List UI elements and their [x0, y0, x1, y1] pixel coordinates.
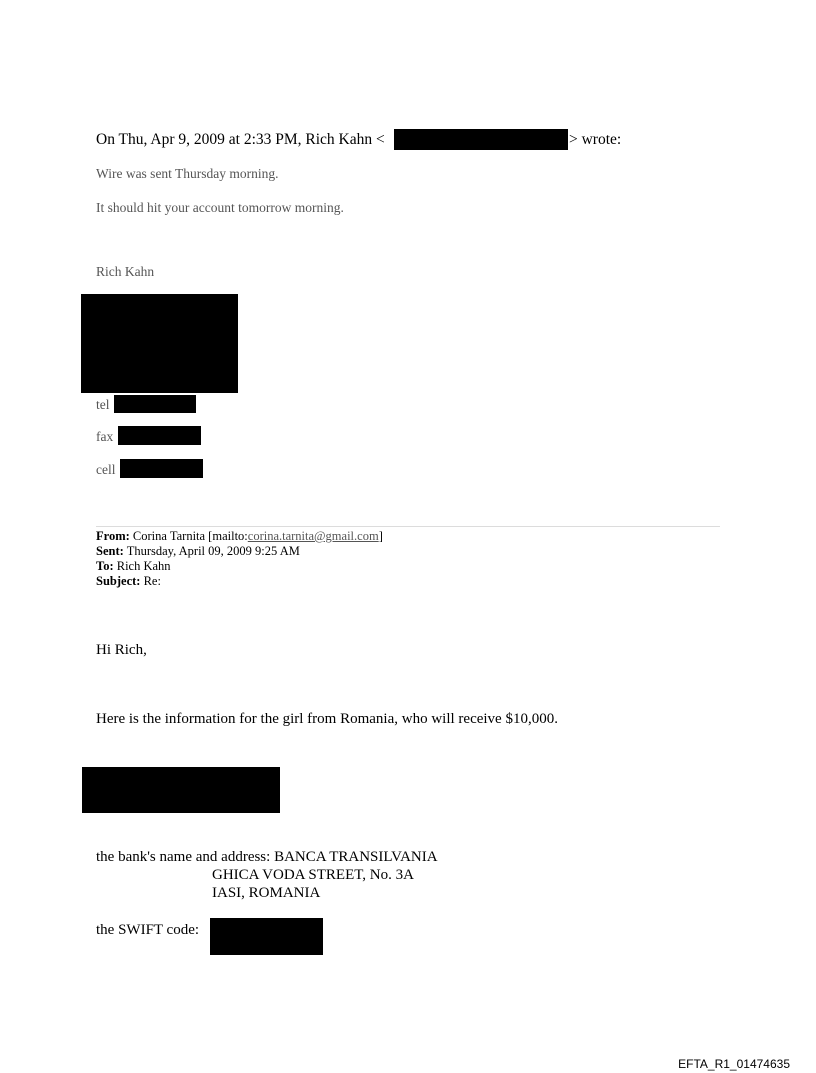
bank-city: IASI, ROMANIA — [212, 885, 321, 901]
subject-line — [96, 574, 161, 589]
cell-label: cell — [96, 462, 116, 477]
redacted-swift-block — [210, 918, 323, 955]
sent-value: Thursday, April 09, 2009 9:25 AM — [126, 544, 300, 558]
to-line — [96, 559, 171, 574]
message-divider — [96, 526, 720, 527]
redacted-recipient-block — [82, 767, 280, 813]
greeting: Hi Rich, — [96, 642, 147, 658]
subject-label: Subject: — [96, 574, 141, 588]
tel-label: tel — [96, 397, 110, 412]
reply-line-2: It should hit your account tomorrow morning. — [96, 200, 344, 215]
redacted-email-block — [394, 129, 568, 150]
quote-header-prefix: On Thu, Apr 9, 2009 at 2:33 PM, Rich Kahn < — [96, 131, 385, 148]
from-close: ] — [378, 529, 383, 543]
bank-label: the bank's name and address: BANCA TRANSILVANIA — [96, 849, 438, 865]
subject-value: Re: — [143, 574, 161, 588]
bank-street: GHICA VODA STREET, No. 3A — [212, 867, 414, 883]
fax-label: fax — [96, 429, 114, 444]
swift-label: the SWIFT code: — [96, 922, 200, 938]
document-id: EFTA_R1_01474635 — [678, 1057, 790, 1071]
intro-text: Here is the information for the girl from Romania, who will receive $10,000. — [96, 711, 558, 727]
from-label: From: — [96, 529, 130, 543]
reply-line-1: Wire was sent Thursday morning. — [96, 166, 279, 181]
redacted-cell-block — [120, 459, 203, 478]
to-label: To: — [96, 559, 114, 573]
redacted-signature-block — [81, 294, 238, 393]
from-line — [96, 529, 383, 544]
signature-name: Rich Kahn — [96, 264, 155, 279]
sent-label: Sent: — [96, 544, 124, 558]
redacted-fax-block — [118, 426, 201, 445]
from-email-link[interactable]: corina.tarnita@gmail.com — [247, 529, 379, 543]
from-name: Corina Tarnita [mailto: — [132, 529, 248, 543]
sent-line — [96, 544, 300, 559]
quote-header — [96, 131, 385, 149]
quote-header-suffix: > wrote: — [569, 131, 622, 148]
to-value: Rich Kahn — [116, 559, 171, 573]
redacted-tel-block — [114, 395, 196, 413]
